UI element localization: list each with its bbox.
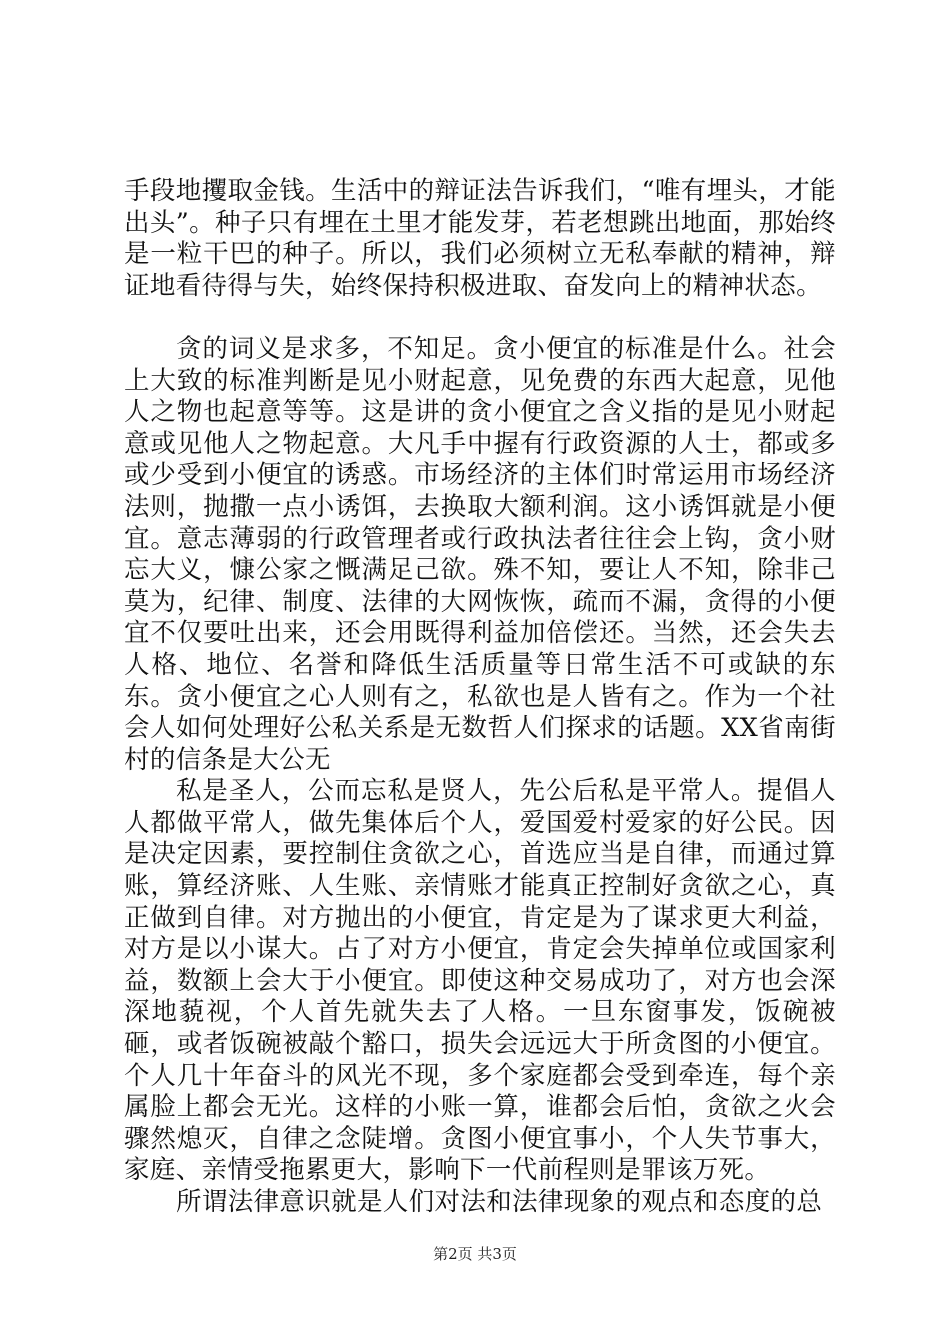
paragraph-4: 所谓法律意识就是人们对法和法律现象的观点和态度的总 bbox=[176, 1187, 823, 1217]
document-body bbox=[124, 176, 836, 1219]
paragraph-gap bbox=[124, 302, 836, 334]
paragraph-3: 私是圣人，公而忘私是贤人，先公后私是平常人。提倡人人都做平常人，做先集体后个人，爱国爱村爱家的好公民。因是决定因素，要控制住贪欲之心，首选应当是自律，而通过算账，算经济账、人生账、亲情账才能真正控制好贪欲之心，真正做到自律。对方抛出的小便宜，肯定是为了谋求更大利益，对方是以小谋大。占了对方小便宜，肯定会失掉单位或国家利益，数额上会大于小便宜。即使这种交易成功了，对方也会深深地藐视，个人首先就失去了人格。一旦东窗事发，饭碗被砸，或者饭碗被敲个豁口，损失会远远大于所贪图的小便宜。个人几十年奋斗的风光不现，多个家庭都会受到牵连，每个亲属脸上都会无光。这样的小账一算，谁都会后怕，贪欲之火会骤然熄灭，自律之念陡增。贪图小便宜事小，个人失节事大，家庭、亲情受拖累更大，影响下一代前程则是罪该万死。 bbox=[124, 776, 836, 1186]
paragraph-1: 手段地攫取金钱。生活中的辩证法告诉我们，“唯有埋头，才能出头”。种子只有埋在土里才能发芽，若老想跳出地面，那始终是一粒干巴的种子。所以，我们必须树立无私奉献的精神，辩证地看待得与失，始终保持积极进取、奋发向上的精神状态。 bbox=[124, 176, 836, 301]
paragraph-2: 贪的词义是求多，不知足。贪小便宜的标准是什么。社会上大致的标准判断是见小财起意，见免费的东西大起意，见他人之物也起意等等。这是讲的贪小便宜之含义指的是见小财起意或见他人之物起意。大凡手中握有行政资源的人士，都或多或少受到小便宜的诱惑。市场经济的主体们时常运用市场经济法则，抛撒一点小诱饵，去换取大额利润。这小诱饵就是小便宜。意志薄弱的行政管理者或行政执法者往往会上钩，贪小财忘大义，慷公家之慨满足己欲。殊不知，要让人不知，除非己莫为，纪律、制度、法律的大网恢恢，疏而不漏，贪得的小便宜不仅要吐出来，还会用既得利益加倍偿还。当然，还会失去人格、地位、名誉和降低生活质量等日常生活不可或缺的东东。贪小便宜之心人则有之，私欲也是人皆有之。作为一个社会人如何处理好公私关系是无数哲人们探求的话题。XX省南街村的信条是大公无 bbox=[124, 333, 836, 775]
page-footer: 第2页 共3页 bbox=[433, 1245, 517, 1263]
